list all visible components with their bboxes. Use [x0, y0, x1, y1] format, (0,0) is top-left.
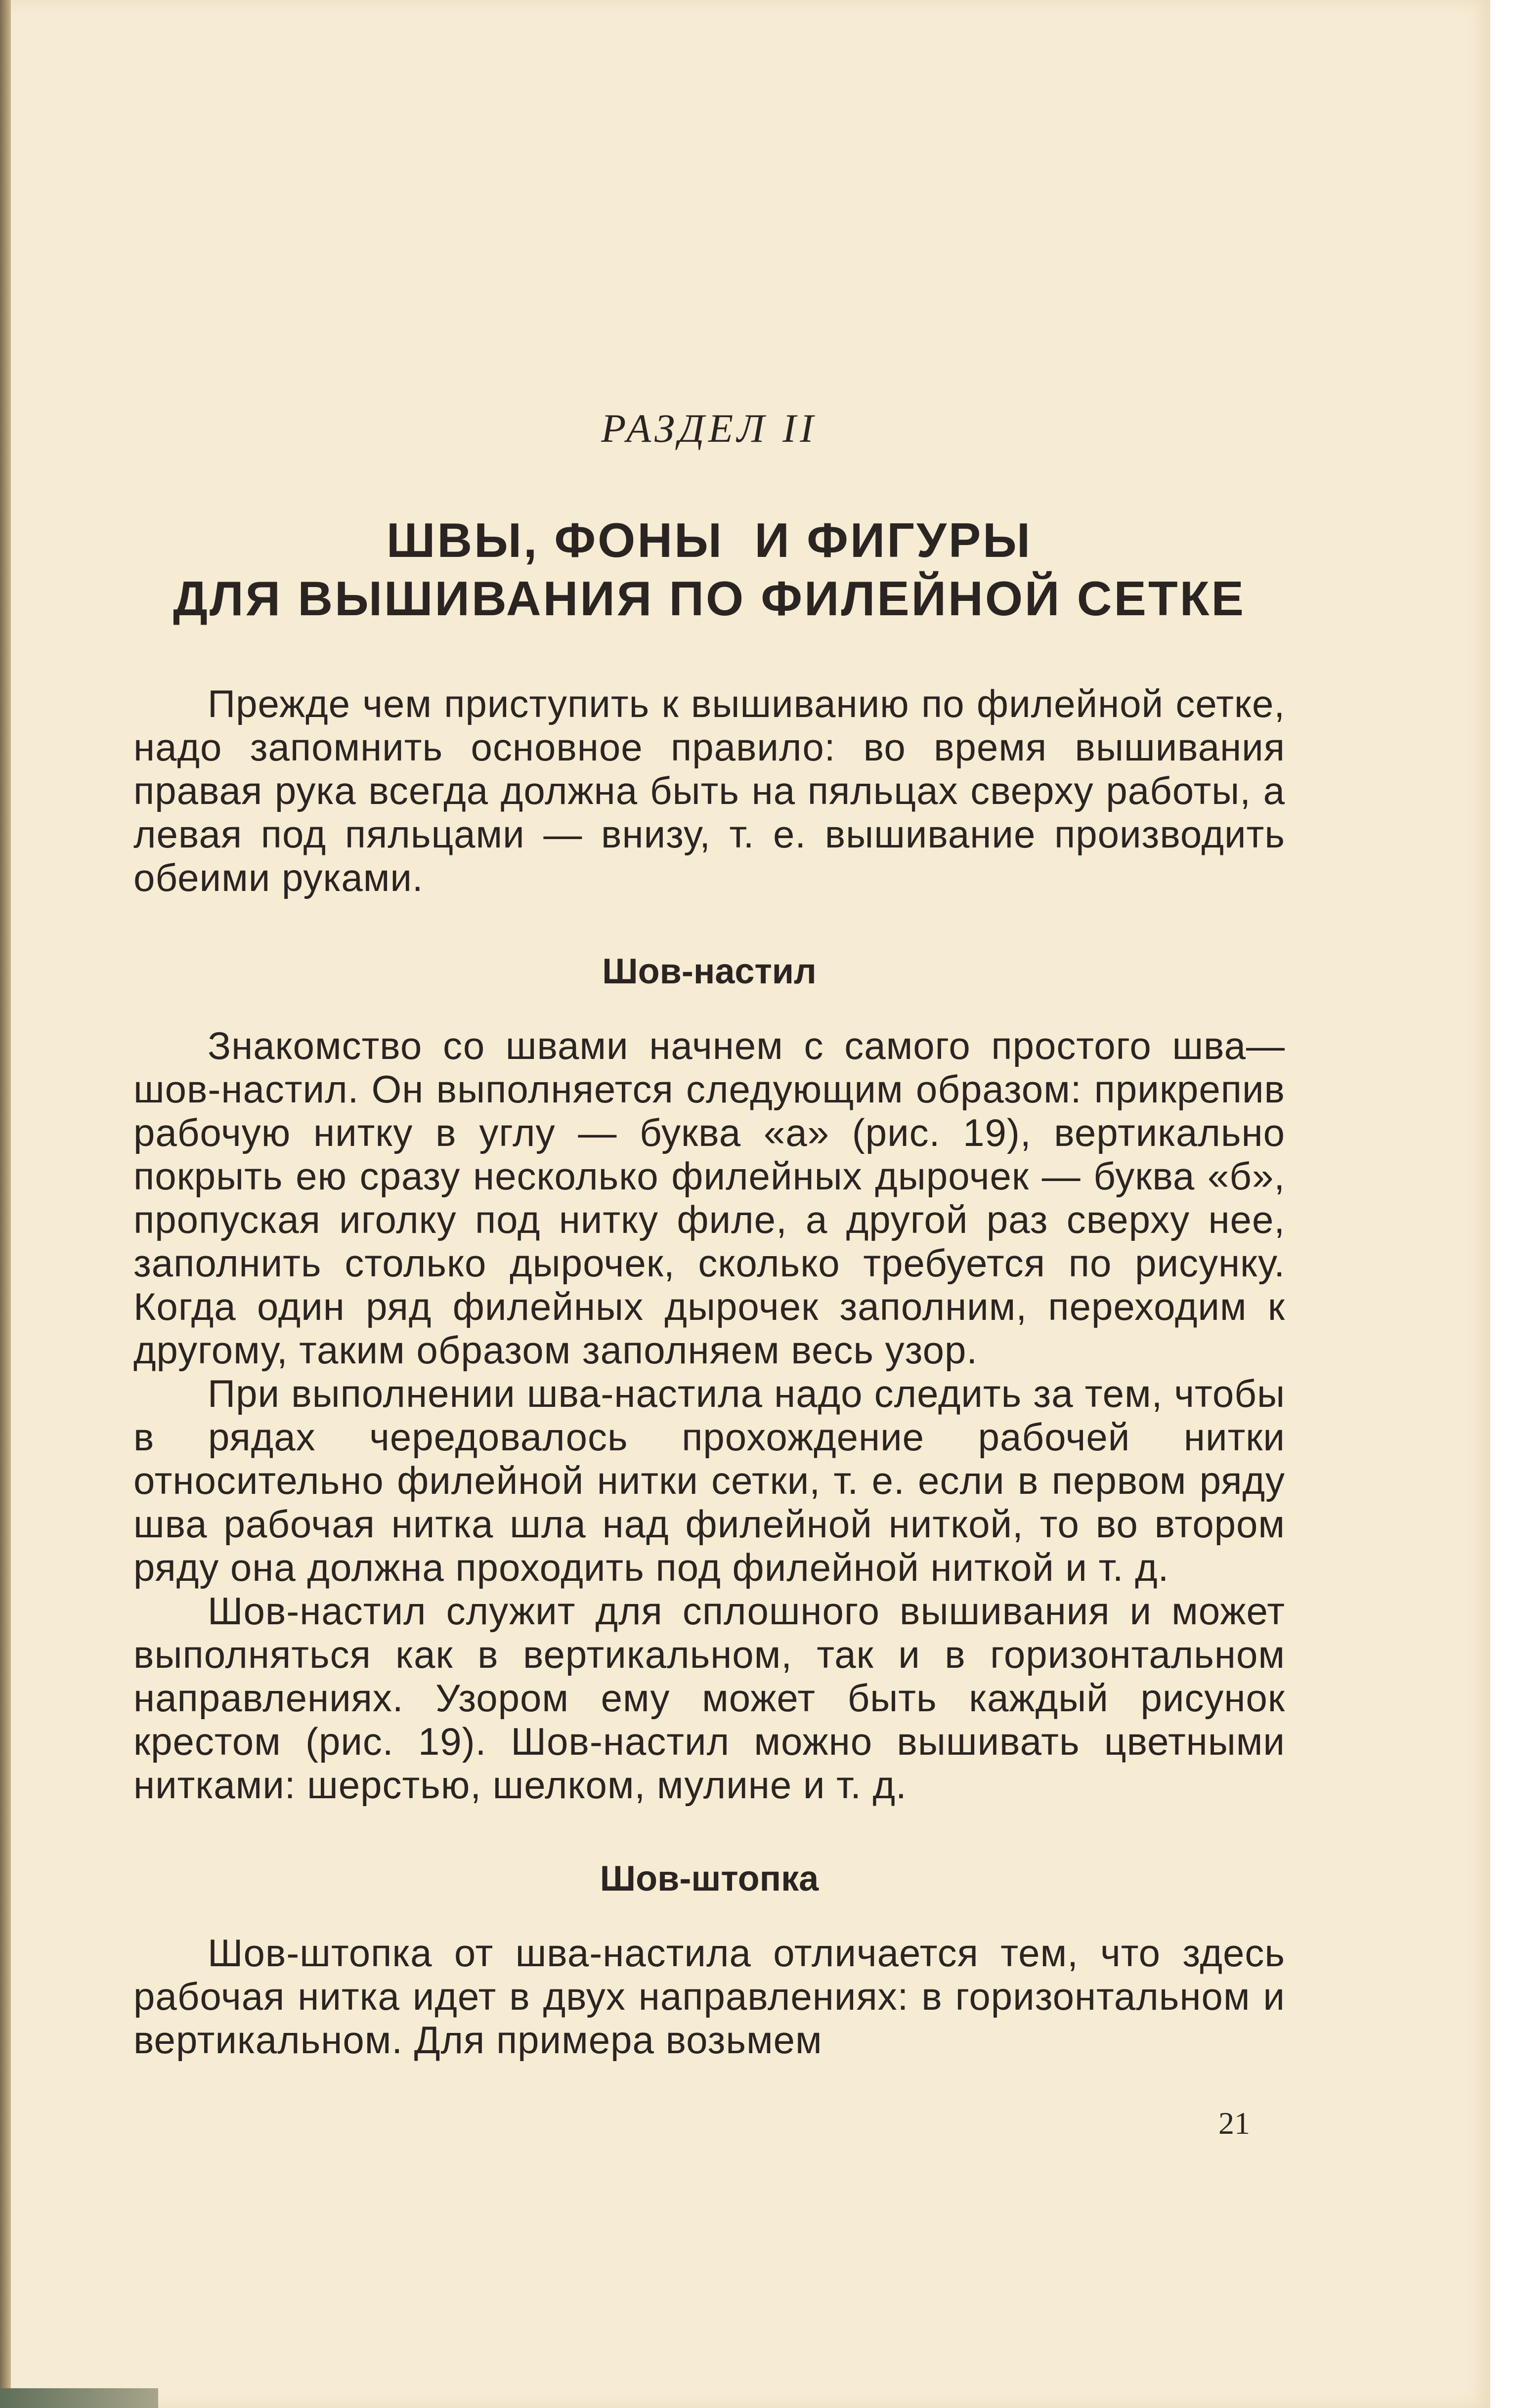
- book-spine-edge: [0, 0, 11, 2408]
- subheading-shov-shtopka: Шов-штопка: [600, 1859, 819, 1899]
- chapter-title: [133, 511, 1285, 628]
- page-corner-edge: [0, 2388, 158, 2408]
- page-content: [133, 405, 1285, 2062]
- paragraph-nastil-1: Знакомство со швами начнем с самого простого шва— шов-настил. Он выполняется следующим образом: прикрепив рабочую нитку в углу — буква «а» (рис. 19), вертикально покрыть ею сразу несколько филейных дырочек — буква «б», пропуская иголку под нитку филе, а другой раз сверху нее, заполнить столько дырочек, сколько требуется по рисунку. Когда один ряд филейных дырочек заполним, переходим к другому, таким образом заполняем весь узор.: [133, 1024, 1285, 1372]
- paragraph-nastil-3: Шов-настил служит для сплошного вышивания и может выполняться как в вертикальном, так и в горизонтальном направлениях. Узором ему может быть каждый рисунок крестом (рис. 19). Шов-настил можно вышивать цветными нитками: шерстью, шелком, мулине и т. д.: [133, 1589, 1285, 1807]
- chapter-title-line-2: ДЛЯ ВЫШИВАНИЯ ПО ФИЛЕЙНОЙ СЕТКЕ: [173, 571, 1246, 626]
- section-label: РАЗДЕЛ II: [601, 406, 818, 451]
- paragraph-nastil-2: При выполнении шва-настила надо следить за тем, чтобы в рядах чередовалось прохождение рабочей нитки относительно филейной нитки сетки, т. е. если в первом ряду шва рабочая нитка шла над филейной ниткой, то во втором ряду она должна проходить под филейной ниткой и т. д.: [133, 1372, 1285, 1589]
- page-number: 21: [1218, 2106, 1250, 2141]
- intro-paragraph: Прежде чем приступить к вышиванию по филейной сетке, надо запомнить основное правило: во время вышивания правая рука всегда должна быть на пяльцах сверху работы, а левая под пяльцами — внизу, т. е. вышивание производить обеими руками.: [133, 682, 1285, 899]
- paragraph-shtopka-1: Шов-штопка от шва-настила отличается тем, что здесь рабочая нитка идет в двух направлениях: в горизонтальном и вертикальном. Для примера возьмем: [133, 1931, 1285, 2062]
- chapter-title-line-1: ШВЫ, ФОНЫ И ФИГУРЫ: [386, 513, 1033, 567]
- subheading-shov-nastil: Шов-настил: [602, 952, 817, 991]
